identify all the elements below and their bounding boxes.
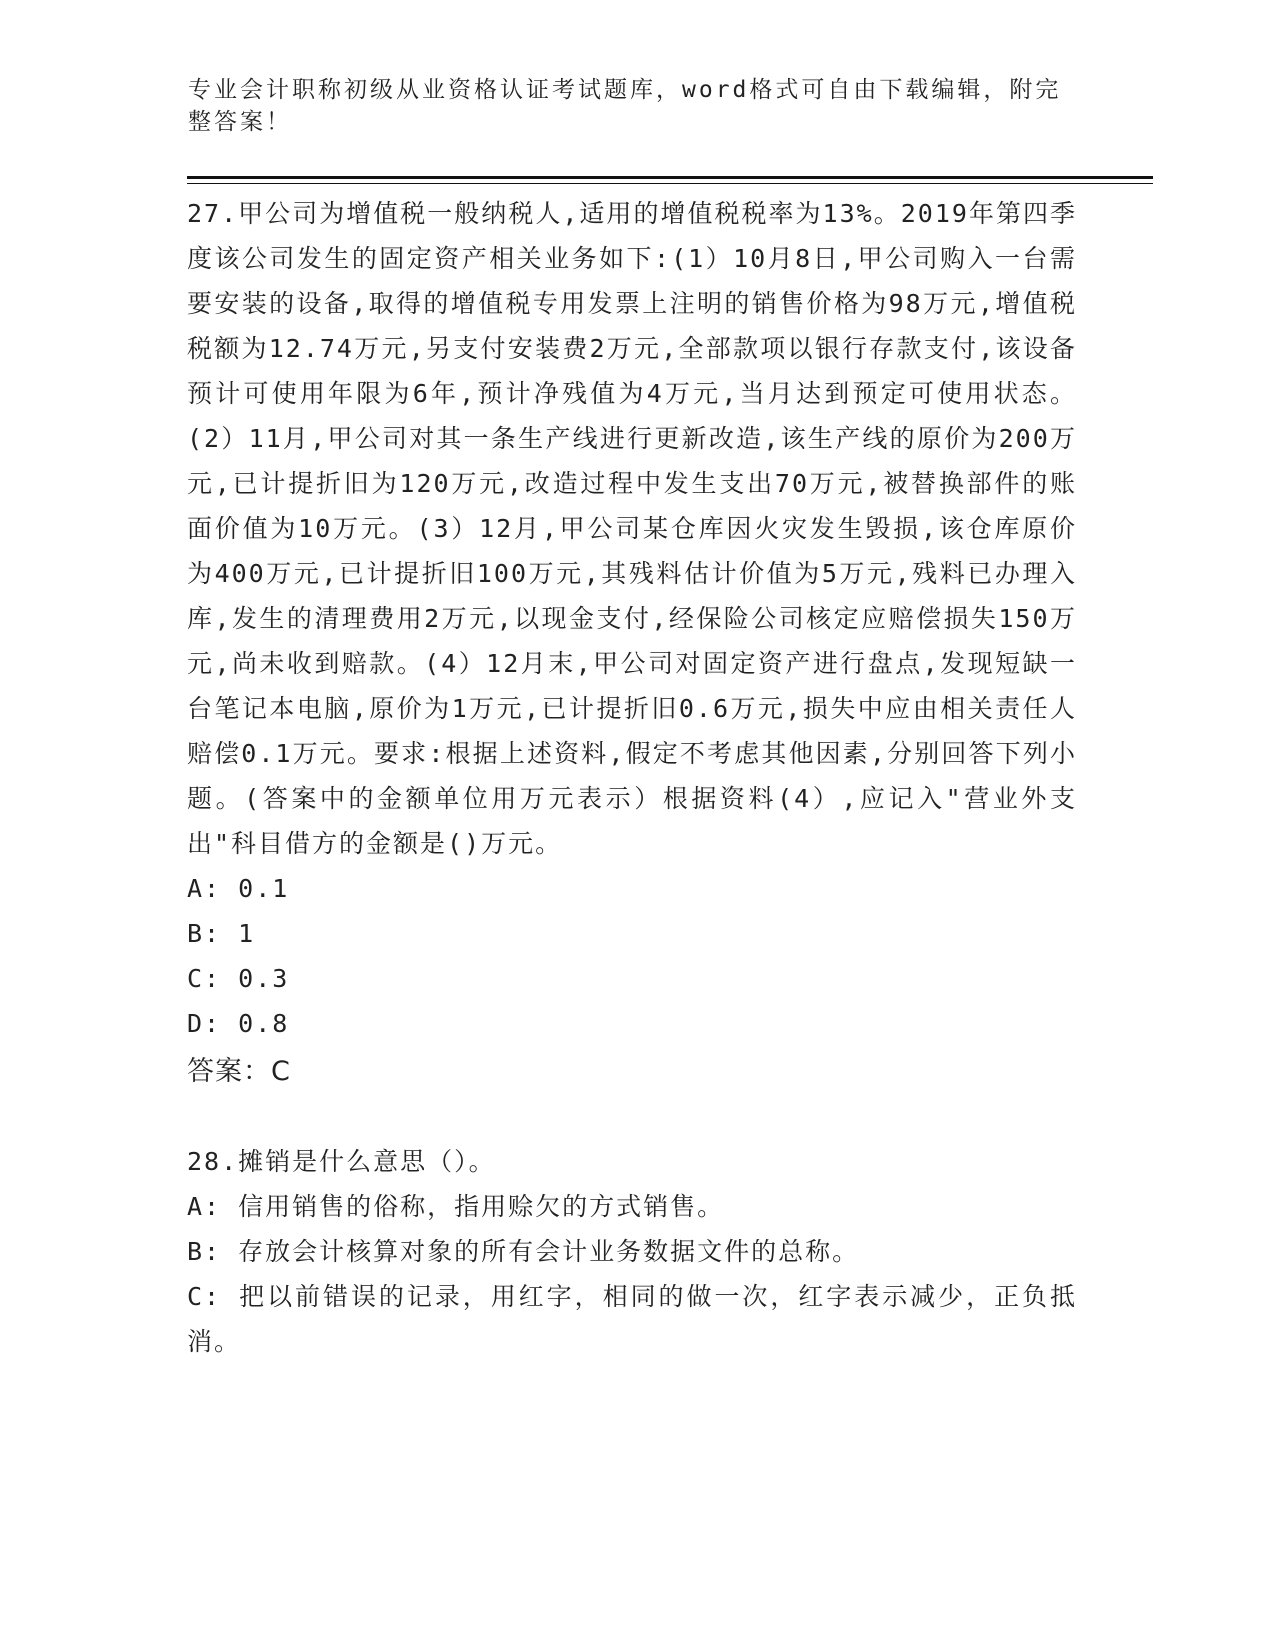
header-rule-thick [187,176,1153,179]
question-text: 28.摊销是什么意思（）。 [187,1147,496,1176]
document-body [187,191,1077,1364]
question-text: 27.甲公司为增值税一般纳税人,适用的增值税税率为13%。2019年第四季度该公司发生的固定资产相关业务如下:(1）10月8日,甲公司购入一台需要安装的设备,取得的增值税专用发票上注明的销售价格为98万元,增值税税额为12.74万元,另支付安装费2万元,全部款项以银行存款支付,该设备预计可使用年限为6年,预计净残值为4万元,当月达到预定可使用状态。(2）11月,甲公司对其一条生产线进行更新改造,该生产线的原价为200万元,已计提折旧为120万元,改造过程中发生支出70万元,被替换部件的账面价值为10万元。(3）12月,甲公司某仓库因火灾发生毁损,该仓库原价为400万元,已计提折旧100万元,其残料估计价值为5万元,残料已办理入库,发生的清理费用2万元,以现金支付,经保险公司核定应赔偿损失150万元,尚未收到赔款。(4）12月末,甲公司对固定资产进行盘点,发现短缺一台笔记本电脑,原价为1万元,已计提折旧0.6万元,损失中应由相关责任人赔偿0.1万元。要求:根据上述资料,假定不考虑其他因素,分别回答下列小题。(答案中的金额单位用万元表示）根据资料(4）,应记入"营业外支出"科目借方的金额是()万元。 [187,199,1077,858]
answer: 答案：C [187,1056,291,1087]
option-c: C: 0.3 [187,964,290,993]
document-header: 专业会计职称初级从业资格认证考试题库，word格式可自由下载编辑，附完整答案！ [188,77,1062,135]
question-27 [187,191,1077,1096]
option-a: A: 信用销售的俗称，指用赊欠的方式销售。 [187,1192,725,1221]
option-d: D: 0.8 [187,1009,290,1038]
option-b: B: 1 [187,919,256,948]
option-a: A: 0.1 [187,874,290,903]
header-rule-thin [187,183,1153,184]
option-b: B: 存放会计核算对象的所有会计业务数据文件的总称。 [187,1237,860,1266]
option-c: C: 把以前错误的记录，用红字，相同的做一次，红字表示减少，正负抵消。 [187,1282,1077,1356]
question-spacer [187,1096,1077,1139]
question-28 [187,1139,1077,1364]
